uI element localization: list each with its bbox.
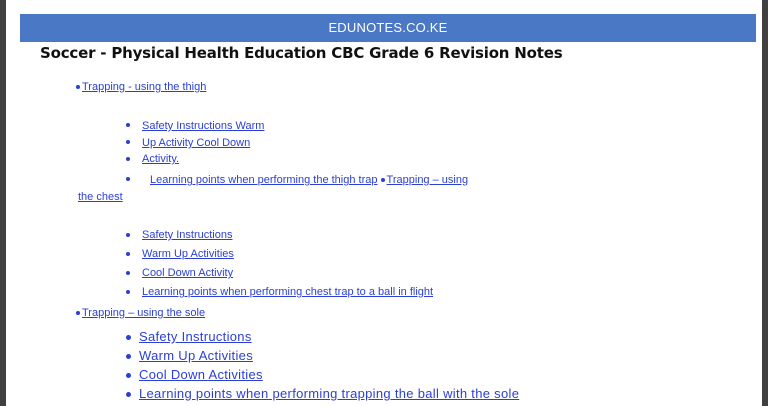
page-title: Soccer - Physical Health Education CBC Grade 6 Revision Notes	[40, 44, 563, 62]
bullet-icon	[126, 233, 130, 237]
link-trapping-sole[interactable]: Trapping – using the sole	[82, 307, 206, 319]
link-cool-down-activity[interactable]: Cool Down Activity	[142, 267, 234, 279]
link-learning-points-sole[interactable]: Learning points when performing trapping the ball with the sole	[139, 386, 520, 401]
bullet-icon	[126, 252, 130, 256]
link-warm-up-activities[interactable]: Warm Up Activities	[142, 248, 234, 260]
document-page	[6, 0, 762, 406]
site-name: EDUNOTES.CO.KE	[328, 20, 448, 35]
link-safety-instructions-warm[interactable]: Safety Instructions Warm	[142, 120, 265, 132]
link-up-activity-cool-down[interactable]: Up Activity Cool Down	[142, 137, 251, 149]
site-banner	[20, 14, 756, 42]
link-activity[interactable]: Activity.	[142, 153, 180, 165]
link-cool-down-activities-sole[interactable]: Cool Down Activities	[139, 367, 263, 382]
link-learning-points-chest-trap[interactable]: Learning points when performing chest trap to a ball in flight	[142, 286, 434, 298]
bullet-icon	[126, 354, 131, 359]
section-heading-sole[interactable]	[76, 307, 205, 319]
link-trapping-thigh[interactable]: Trapping - using the thigh	[82, 81, 207, 93]
list-item-thigh-learning-points	[150, 174, 468, 186]
bullet-icon	[76, 85, 80, 89]
bullet-icon	[126, 335, 131, 340]
bullet-icon	[76, 311, 80, 315]
link-learning-points-thigh-trap[interactable]: Learning points when performing the thigh trap	[150, 174, 378, 186]
link-safety-instructions[interactable]: Safety Instructions	[142, 229, 233, 241]
bullet-icon	[126, 392, 131, 397]
bullet-icon	[126, 290, 130, 294]
link-safety-instructions-sole[interactable]: Safety Instructions	[139, 329, 252, 344]
bullet-icon	[126, 157, 130, 161]
link-trapping-chest-cont[interactable]: the chest	[78, 191, 123, 203]
bullet-icon	[126, 140, 130, 144]
bullet-icon	[126, 177, 130, 181]
bullet-icon	[126, 373, 131, 378]
link-warm-up-activities-sole[interactable]: Warm Up Activities	[139, 348, 253, 363]
section-heading-thigh[interactable]	[76, 81, 206, 93]
bullet-icon	[126, 123, 130, 127]
link-trapping-chest[interactable]: Trapping – using	[386, 174, 469, 186]
bullet-icon	[126, 271, 130, 275]
bullet-icon	[381, 178, 385, 182]
